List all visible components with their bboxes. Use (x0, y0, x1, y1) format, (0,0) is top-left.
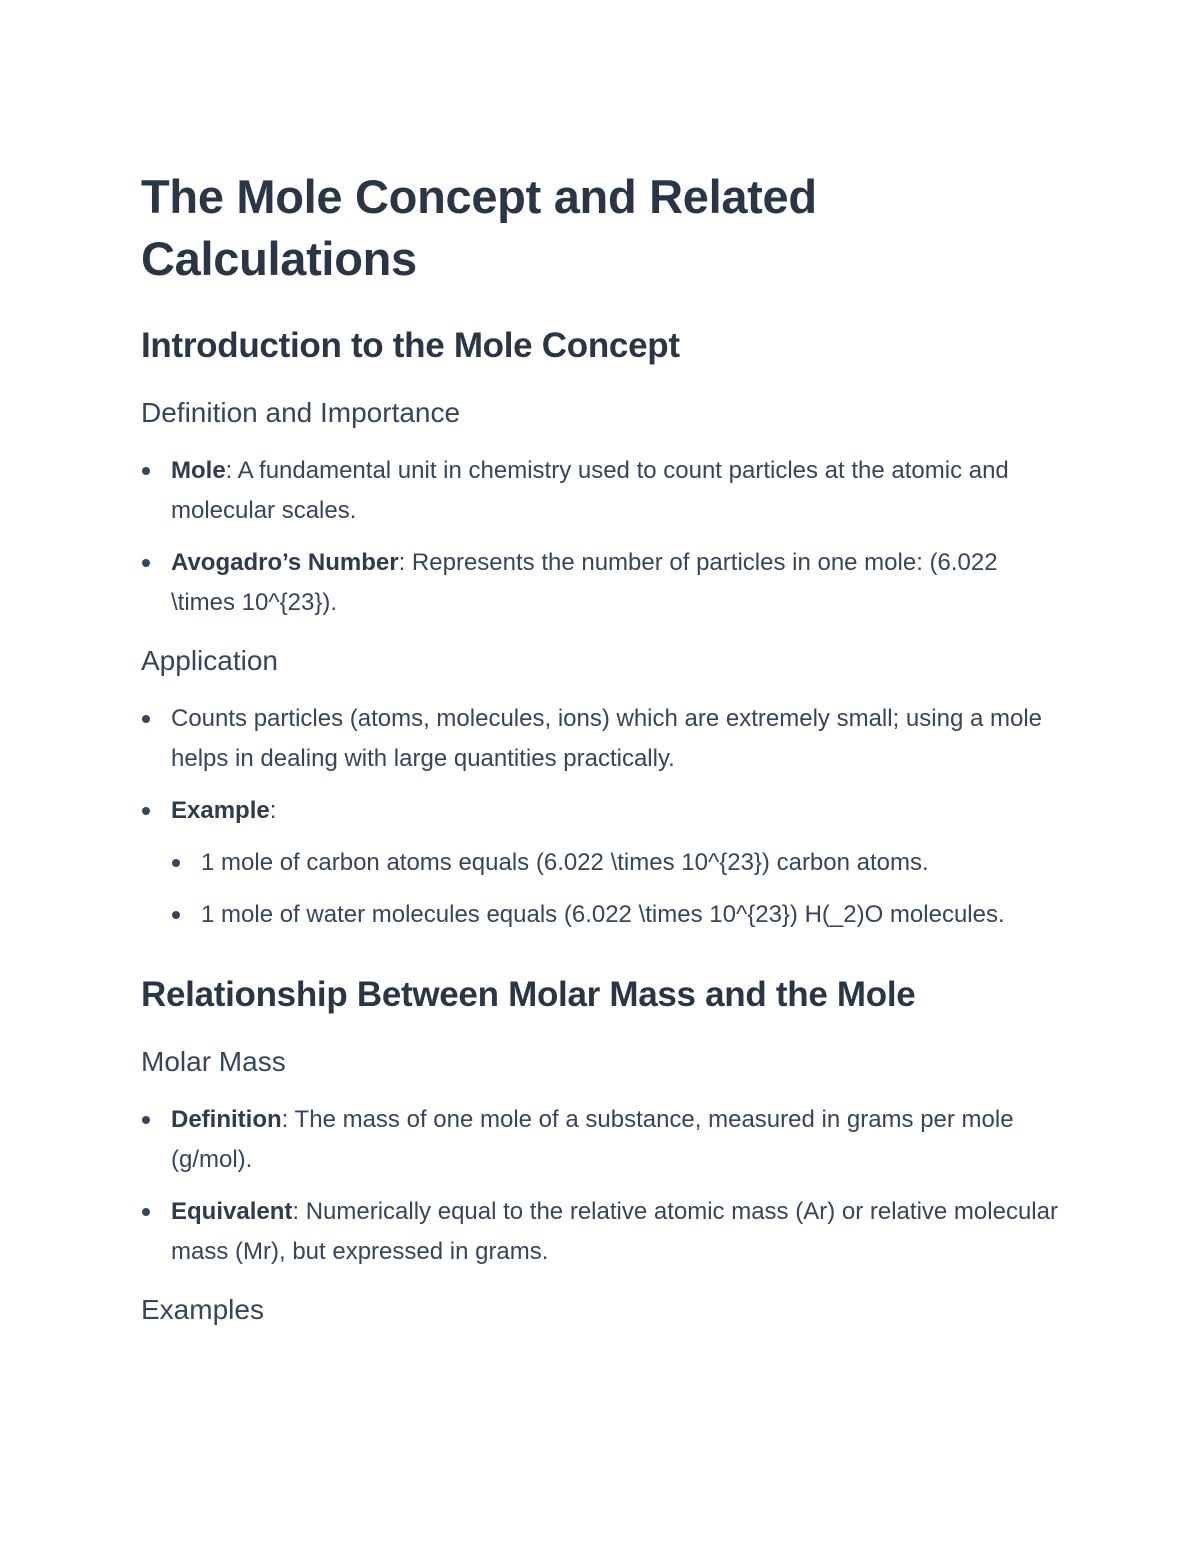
term-label: Example (171, 797, 270, 824)
section-heading-molar-mass: Relationship Between Molar Mass and the Mole (141, 975, 916, 1014)
term-text: : Represents the number of particles in one mole: (6.022 \times 10^{23}). (171, 549, 998, 616)
list-item (141, 451, 1061, 531)
bullet-icon (142, 467, 150, 475)
subsection-heading-examples: Examples (141, 1294, 264, 1325)
term-label: Mole (171, 457, 226, 484)
item-text: Counts particles (atoms, molecules, ions) which are extremely small; using a mole helps in dealing with large quantities practically. (171, 705, 1042, 772)
definition-list (141, 451, 1061, 623)
subsection-heading-application: Application (141, 645, 278, 676)
example-sublist (171, 843, 1061, 935)
list-item (141, 543, 1061, 623)
term-label: Equivalent (171, 1198, 293, 1225)
molar-mass-list (141, 1100, 1061, 1272)
bullet-icon (142, 1208, 150, 1216)
subsection-heading-definition: Definition and Importance (141, 397, 461, 428)
bullet-icon (142, 1116, 150, 1124)
list-item (141, 1100, 1061, 1180)
term-label: Definition (171, 1106, 282, 1133)
bullet-icon (172, 859, 180, 867)
bullet-icon (142, 715, 150, 723)
section-heading-intro: Introduction to the Mole Concept (141, 326, 680, 365)
list-item (141, 699, 1061, 779)
application-list (141, 699, 1061, 935)
term-text: : Numerically equal to the relative atomic mass (Ar) or relative molecular mass (Mr), but expressed in grams. (171, 1198, 1058, 1265)
subsection-heading-molar-mass: Molar Mass (141, 1046, 286, 1077)
item-text: 1 mole of carbon atoms equals (6.022 \times 10^{23}) carbon atoms. (201, 849, 929, 876)
bullet-icon (142, 559, 150, 567)
document-page (141, 166, 1061, 1328)
sublist-item (171, 895, 1061, 935)
sublist-item (171, 843, 1061, 883)
item-text: 1 mole of water molecules equals (6.022 \times 10^{23}) H(_2)O molecules. (201, 901, 1005, 928)
term-text: : A fundamental unit in chemistry used to count particles at the atomic and molecular scales. (171, 457, 1009, 524)
document-title: The Mole Concept and Related Calculations (141, 170, 817, 285)
term-text: : The mass of one mole of a substance, measured in grams per mole (g/mol). (171, 1106, 1014, 1173)
term-text: : (269, 797, 277, 824)
list-item (141, 1192, 1061, 1272)
bullet-icon (172, 911, 180, 919)
bullet-icon (142, 807, 150, 815)
list-item (141, 791, 1061, 935)
term-label: Avogadro’s Number (171, 549, 399, 576)
